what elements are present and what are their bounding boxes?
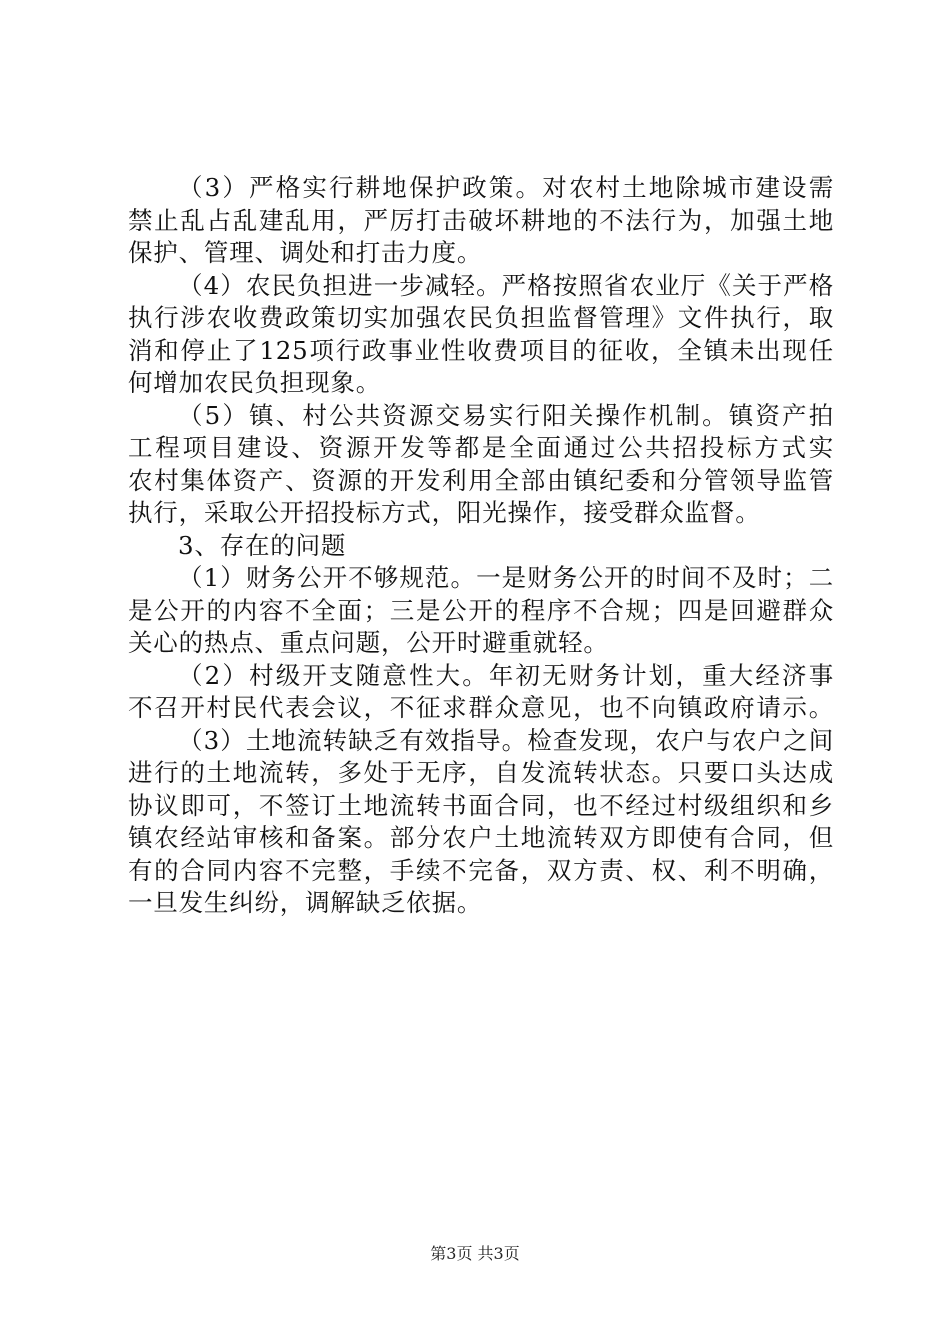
- text-line: 是公开的内容不全面；三是公开的程序不合规；四是回避群众: [128, 595, 834, 625]
- text-line: 消和停止了125项行政事业性收费项目的征收，全镇未出现任: [128, 335, 834, 365]
- page-footer: 第3页 共3页: [430, 1244, 520, 1263]
- text-line: 协议即可，不签订土地流转书面合同，也不经过村级组织和乡: [128, 790, 834, 820]
- text-line: 不召开村民代表会议，不征求群众意见，也不向镇政府请示。: [128, 693, 834, 722]
- text-line: 3、存在的问题: [178, 530, 347, 560]
- text-line: 执行，采取公开招投标方式，阳光操作，接受群众监督。: [128, 498, 761, 527]
- text-line: 进行的土地流转，多处于无序，自发流转状态。只要口头达成: [128, 758, 834, 787]
- text-line: 农村集体资产、资源的开发利用全部由镇纪委和分管领导监管: [128, 465, 834, 495]
- text-line: 何增加农民负担现象。: [128, 368, 381, 397]
- text-line: 保护、管理、调处和打击力度。: [128, 238, 483, 267]
- text-line: 有的合同内容不完整，手续不完备，双方责、权、利不明确，: [128, 855, 834, 885]
- text-line: （3）土地流转缺乏有效指导。检查发现，农户与农户之间: [178, 725, 834, 755]
- text-line: 一旦发生纠纷，调解缺乏依据。: [128, 888, 483, 917]
- text-line: 执行涉农收费政策切实加强农民负担监督管理》文件执行，取: [128, 303, 834, 332]
- text-line: 工程项目建设、资源开发等都是全面通过公共招投标方式实: [128, 433, 834, 462]
- text-line: （5）镇、村公共资源交易实行阳关操作机制。镇资产拍: [178, 400, 834, 430]
- text-line: （3）严格实行耕地保护政策。对农村土地除城市建设需: [178, 173, 834, 202]
- text-line: 禁止乱占乱建乱用，严厉打击破坏耕地的不法行为，加强土地: [128, 205, 834, 235]
- document-body: [128, 172, 834, 920]
- text-line: 关心的热点、重点问题，公开时避重就轻。: [128, 628, 609, 657]
- text-line: 镇农经站审核和备案。部分农户土地流转双方即使有合同，但: [128, 823, 834, 852]
- text-line: （2）村级开支随意性大。年初无财务计划，重大经济事: [178, 660, 834, 690]
- text-line: （4）农民负担进一步减轻。严格按照省农业厅《关于严格: [178, 270, 834, 300]
- text-line: （1）财务公开不够规范。一是财务公开的时间不及时；二: [178, 563, 834, 592]
